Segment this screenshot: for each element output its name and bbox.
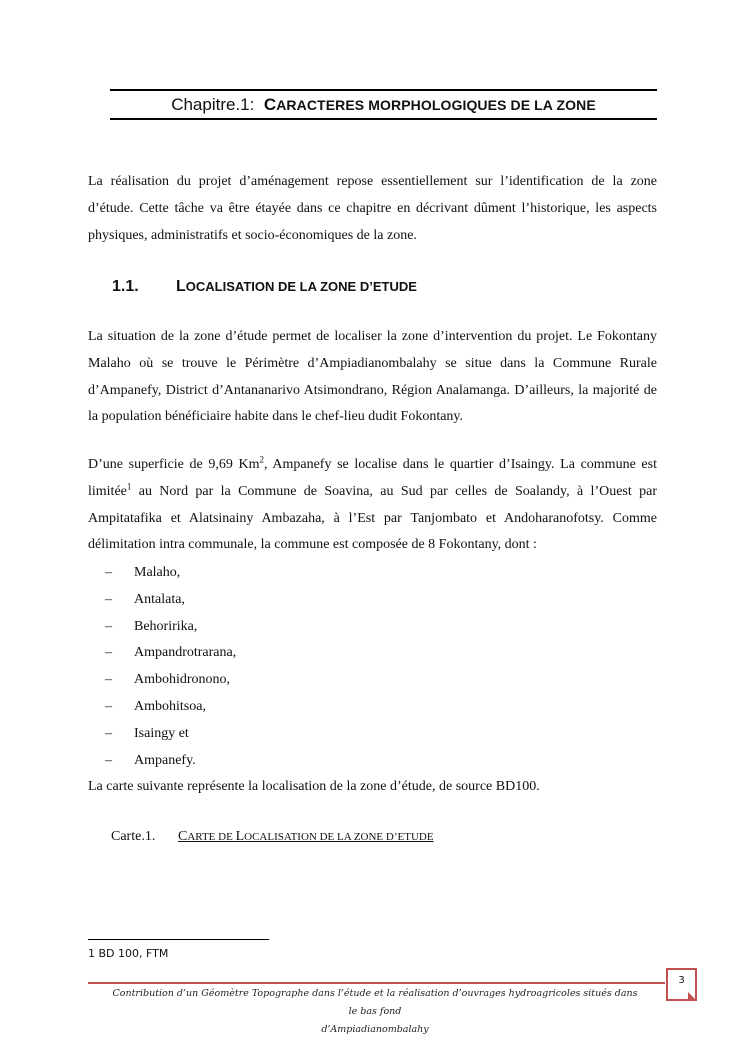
list-item: – Isaingy et — [105, 725, 189, 741]
list-item: – Ampandrotrarana, — [105, 645, 237, 661]
section-number: 1.1. — [112, 278, 139, 295]
list-item: – Ambohidronono, — [105, 672, 231, 688]
localisation-paragraph: La situation de la zone d’étude permet de localiser la zone d’intervention du projet. Le Fokontany Malaho où se trouve le Périmètre d’Ampiadianombalahy se situe dans la Commune Rurale d’Ampanefy, District d’Antananarivo Atsimondrano, Région Analamanga. D’ailleurs, la majorité de la population bénéficiaire habite dans le chef-lieu dudit Fokontany. — [88, 329, 657, 425]
chapter-heading — [110, 89, 657, 120]
footer-rule — [88, 982, 665, 984]
list-item: – Malaho, — [105, 565, 181, 580]
footnote: 1 BD 100, FTM — [88, 947, 169, 960]
map-caption: Carte.1. CARTE DE LOCALISATION DE LA ZONE D’ETUDE — [111, 829, 434, 844]
list-item: – Behoririka, — [105, 618, 198, 634]
list-item: – Ambohitsoa, — [105, 698, 206, 714]
list-item: – Antalata, — [105, 591, 185, 607]
page-fold-icon — [688, 992, 697, 1001]
superficie-paragraph: D’une superficie de 9,69 Km$^2$, Ampanefy se localise dans le quartier d’Isaingy. La commune est limitée$^1$ au Nord par la Commune de Soavina, au Sud par celles de Soalandy, à l’Ouest par Ampitatafika et Alatsinainy Ambazaha, à l’Est par Tanjombato et Andoharanofotsy. Comme délimitation intra communale, la commune est composée de 8 Fokontany, dont : — [88, 454, 657, 553]
list-item: – Ampanefy. — [105, 752, 196, 768]
map-caption-title: CARTE DE LOCALISATION DE LA ZONE D’ETUDE — [178, 829, 434, 844]
intro-paragraph: La réalisation du projet d’aménagement repose essentiellement sur l’identification de la zone d’étude. Cette tâche va être étayée dans ce chapitre en décrivant dûment l’historique, les aspects physiques, administratifs et socio-économiques de la zone. — [88, 174, 657, 243]
carte-intro-paragraph: La carte suivante représente la localisation de la zone d’étude, de source BD100. — [88, 779, 540, 794]
footer-text: Contribution d’un Géomètre Topographe dans l’étude et la réalisation d’ouvrages hydroagricoles situés dans le bas fond d’Ampiadianombalahy — [112, 988, 638, 1035]
page-number: 3 — [678, 975, 685, 986]
chapter-label: Chapitre.1: — [171, 95, 255, 114]
footnote-separator — [88, 939, 269, 940]
section-heading: 1.1. LOCALISATION DE LA ZONE D’ETUDE — [112, 278, 417, 295]
fokontany-list — [105, 560, 236, 774]
page-number-box — [666, 968, 697, 1001]
footnote-ref[interactable]: 1 — [126, 481, 132, 492]
chapter-title: CARACTERES MORPHOLOGIQUES DE LA ZONE — [263, 95, 596, 114]
